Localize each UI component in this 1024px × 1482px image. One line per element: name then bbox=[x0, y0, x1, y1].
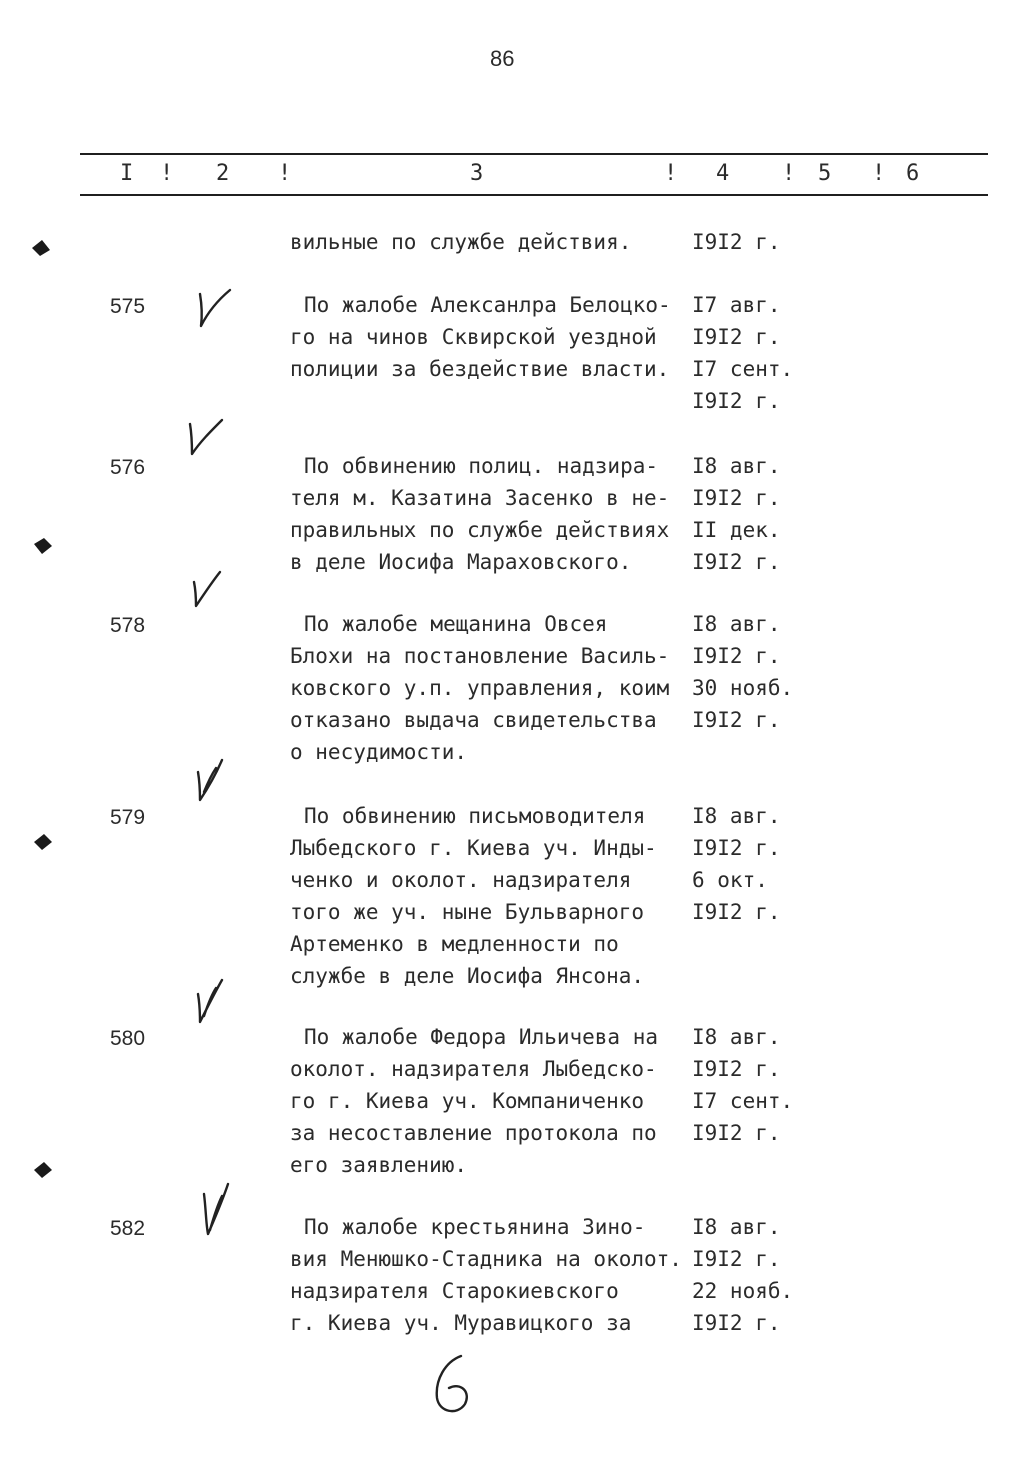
entry-date-line: I9I2 г. bbox=[692, 836, 781, 860]
entry-date-line: I9I2 г. bbox=[692, 900, 781, 924]
check-mark bbox=[184, 560, 240, 624]
entry-date-line: I9I2 г. bbox=[692, 1057, 781, 1081]
entry-number: 579 bbox=[110, 806, 146, 829]
punch-hole-icon bbox=[32, 832, 54, 852]
handwritten-mark bbox=[425, 1350, 485, 1420]
header-separator: ! bbox=[872, 161, 886, 186]
entry-description-line: в деле Иосифа Мараховского. bbox=[290, 550, 632, 574]
entry-description-line: По жалобе крестьянина Зино- bbox=[304, 1215, 646, 1239]
header-col-6: 6 bbox=[906, 161, 920, 186]
entry-description-line: теля м. Казатина Засенко в не- bbox=[290, 486, 670, 510]
entry-date-line: I9I2 г. bbox=[692, 230, 781, 254]
entry-number: 580 bbox=[110, 1027, 146, 1050]
punch-hole-icon bbox=[32, 536, 54, 556]
entry-description-line: вия Менюшко-Стадника на околот. bbox=[290, 1247, 682, 1271]
entry-date-line: I9I2 г. bbox=[692, 644, 781, 668]
check-mark bbox=[188, 282, 244, 346]
header-rule-top bbox=[80, 153, 988, 155]
entry-description-line: го на чинов Сквирской уездной bbox=[290, 325, 657, 349]
entry-number: 578 bbox=[110, 614, 146, 637]
entry-description-line: Лыбедского г. Киева уч. Инды- bbox=[290, 836, 657, 860]
entry-description-line: отказано выдача свидетельства bbox=[290, 708, 657, 732]
entry-description-line: г. Киева уч. Муравицкого за bbox=[290, 1311, 632, 1335]
entry-date-line: I7 сент. bbox=[692, 1089, 794, 1113]
check-mark bbox=[186, 972, 242, 1036]
entry-description-line: По жалобе Алексанлра Белоцко- bbox=[304, 293, 671, 317]
entry-description-line: По жалобе Федора Ильичева на bbox=[304, 1025, 659, 1049]
entry-description-line: По жалобе мещанина Овсея bbox=[304, 612, 608, 636]
entry-date-line: 30 нояб. bbox=[692, 676, 794, 700]
entry-description-line: надзирателя Старокиевского bbox=[290, 1279, 619, 1303]
header-separator: ! bbox=[782, 161, 796, 186]
entry-description-line: По обвинению полиц. надзира- bbox=[304, 454, 659, 478]
entry-date-line: I8 авг. bbox=[692, 1215, 781, 1239]
entry-date-line: I9I2 г. bbox=[692, 1121, 781, 1145]
header-separator: ! bbox=[278, 161, 292, 186]
check-mark bbox=[180, 410, 236, 474]
entry-date-line: I9I2 г. bbox=[692, 1311, 781, 1335]
entry-description-line: службе в деле Иосифа Янсона. bbox=[290, 964, 645, 988]
entry-date-line: I8 авг. bbox=[692, 612, 781, 636]
entry-description-line: го г. Киева уч. Компаниченко bbox=[290, 1089, 645, 1113]
entry-description-line: околот. надзирателя Лыбедско- bbox=[290, 1057, 657, 1081]
entry-description-line: о несудимости. bbox=[290, 740, 468, 764]
header-col-3: 3 bbox=[470, 161, 484, 186]
handwritten-mark-text: 6 bbox=[455, 1390, 456, 1391]
entry-date-line: I7 авг. bbox=[692, 293, 781, 317]
page-number: 86 bbox=[490, 46, 515, 71]
header-col-2: 2 bbox=[216, 161, 230, 186]
entry-description-line: его заявлению. bbox=[290, 1153, 468, 1177]
entry-description-line: По обвинению письмоводителя bbox=[304, 804, 646, 828]
check-mark bbox=[194, 1180, 250, 1244]
entry-description-line: полиции за бездействие власти. bbox=[290, 357, 670, 381]
entry-description-line: ковского у.п. управления, коим bbox=[290, 676, 670, 700]
entry-date-line: 6 окт. bbox=[692, 868, 768, 892]
header-rule-bottom bbox=[80, 194, 988, 196]
punch-hole-icon bbox=[30, 238, 52, 258]
entry-date-line: I8 авг. bbox=[692, 1025, 781, 1049]
entry-date-line: I8 авг. bbox=[692, 454, 781, 478]
entry-description-line: Артеменко в медленности по bbox=[290, 932, 619, 956]
entry-date-line: 22 нояб. bbox=[692, 1279, 794, 1303]
entry-number: 575 bbox=[110, 295, 146, 318]
entry-date-line: I9I2 г. bbox=[692, 325, 781, 349]
header-col-5: 5 bbox=[818, 161, 832, 186]
entry-date-line: I9I2 г. bbox=[692, 708, 781, 732]
entry-date-line: I9I2 г. bbox=[692, 1247, 781, 1271]
entry-description-line: вильные по службе действия. bbox=[290, 230, 632, 254]
header-separator: ! bbox=[160, 161, 174, 186]
header-col-4: 4 bbox=[716, 161, 730, 186]
entry-date-line: I9I2 г. bbox=[692, 389, 781, 413]
entry-description-line: того же уч. ныне Бульварного bbox=[290, 900, 645, 924]
entry-description-line: ченко и околот. надзирателя bbox=[290, 868, 632, 892]
entry-date-line: II дек. bbox=[692, 518, 781, 542]
entry-date-line: I8 авг. bbox=[692, 804, 781, 828]
punch-hole-icon bbox=[32, 1160, 54, 1180]
entry-description-line: Блохи на постановление Василь- bbox=[290, 644, 670, 668]
check-mark bbox=[186, 752, 242, 816]
header-separator: ! bbox=[664, 161, 678, 186]
entry-date-line: I9I2 г. bbox=[692, 486, 781, 510]
header-col-1: I bbox=[120, 161, 134, 186]
entry-date-line: I9I2 г. bbox=[692, 550, 781, 574]
entry-number: 582 bbox=[110, 1217, 146, 1240]
entry-description-line: правильных по службе действиях bbox=[290, 518, 670, 542]
entry-date-line: I7 сент. bbox=[692, 357, 794, 381]
entry-number: 576 bbox=[110, 456, 146, 479]
entry-description-line: за несоставление протокола по bbox=[290, 1121, 657, 1145]
